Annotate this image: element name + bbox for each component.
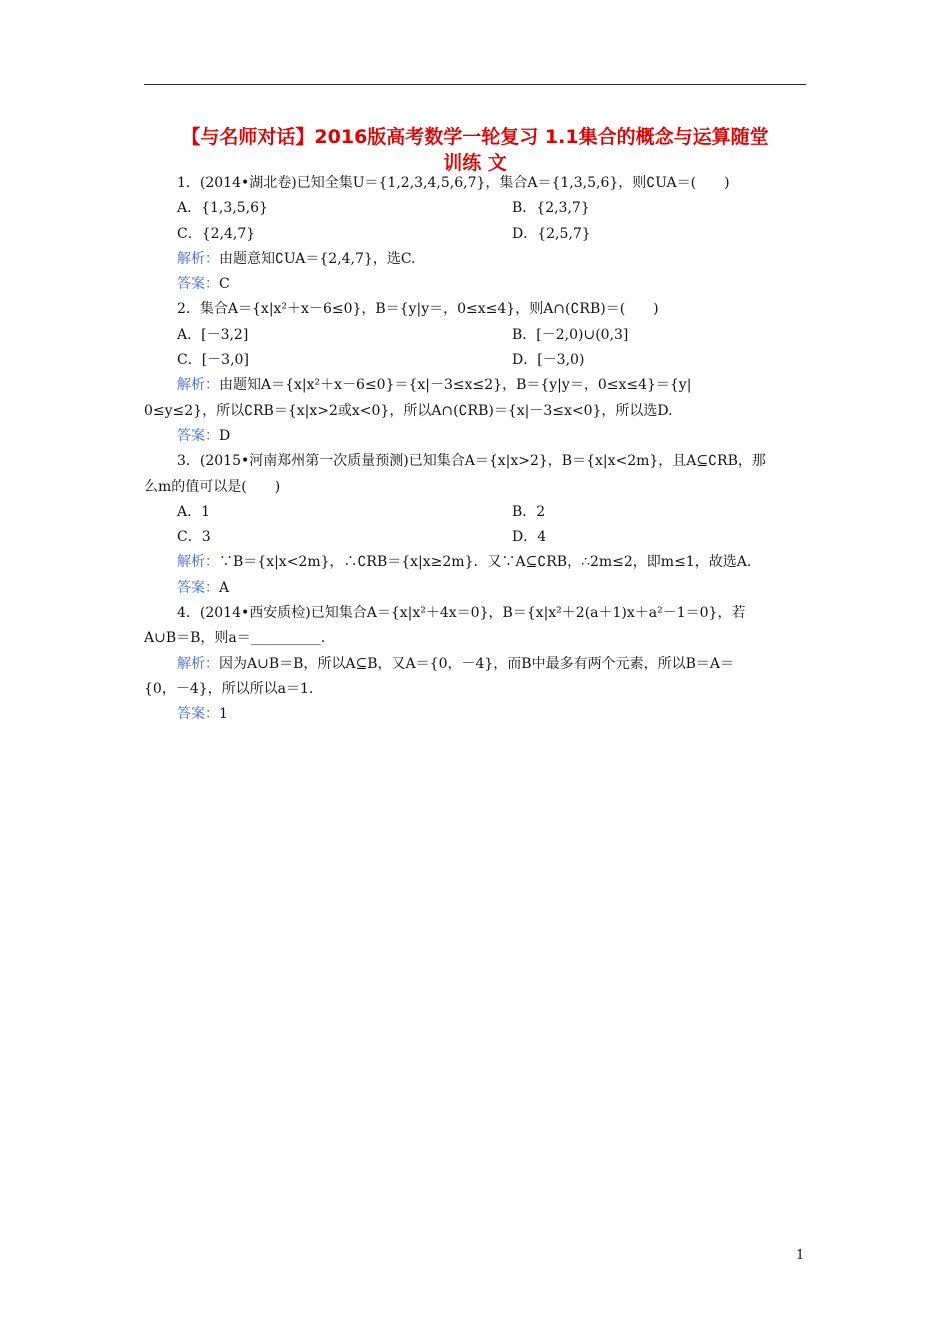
- q3-analysis-text: ∵B＝{x|x<2m}，∴∁RB＝{x|x≥2m}．又∵A⊆∁RB，∴2m≤2，即m≤1，故选A.: [219, 554, 752, 571]
- q4-analysis: [144, 652, 806, 677]
- q2-option-a: A．[－3,2]: [177, 326, 249, 343]
- q3-analysis: [144, 550, 806, 575]
- q1-answer: [144, 272, 806, 297]
- q2-answer: [144, 424, 806, 449]
- answer-label: 答案：: [177, 276, 219, 293]
- q1-options-row-2: [144, 222, 806, 247]
- q2-options-row-2: [144, 348, 806, 373]
- q2-analysis-cont: 0≤y≤2}，所以∁RB＝{x|x>2或x<0}，所以A∩(∁RB)＝{x|－3≤x<0}，所以选D.: [144, 402, 673, 419]
- q1-analysis-text: 由题意知∁UA＝{2,4,7}，选C.: [219, 250, 416, 267]
- q2-analysis: [144, 373, 806, 398]
- q1-option-c: C．{2,4,7}: [177, 225, 256, 242]
- q3-options-row-2: [144, 525, 806, 550]
- answer-label: 答案：: [177, 706, 219, 723]
- q3-options-row-1: [144, 500, 806, 525]
- q3-answer: [144, 576, 806, 601]
- analysis-label: 解析：: [177, 655, 219, 672]
- q3-option-a: A．1: [177, 503, 211, 520]
- q3-option-d: D．4: [512, 529, 547, 546]
- title-line-2: 训练 文: [443, 152, 507, 174]
- q3-option-b: B．2: [512, 503, 546, 520]
- q2-option-d: D．[－3,0): [512, 352, 585, 369]
- analysis-label: 解析：: [177, 554, 219, 571]
- q2-option-b: B．[－2,0)∪(0,3]: [512, 326, 629, 343]
- q2-option-c: C．[－3,0]: [177, 352, 249, 369]
- q3-stem: 3．(2015•河南郑州第一次质量预测)已知集合A＝{x|x>2}，B＝{x|x<2m}，且A⊆∁RB，那: [177, 453, 766, 470]
- q3-stem-cont: 么m的值可以是( ): [144, 478, 281, 495]
- q1-answer-text: C: [219, 276, 230, 293]
- q1-options-row-1: [144, 196, 806, 221]
- q4-analysis-cont: {0，－4}，所以所以a＝1.: [144, 680, 314, 697]
- q4-stem-cont: A∪B＝B，则a＝__________.: [144, 630, 326, 647]
- q1-stem: 1．(2014•湖北卷)已知全集U＝{1,2,3,4,5,6,7}，集合A＝{1,3,5,6}，则∁UA＝( ): [177, 175, 730, 191]
- question-list: [144, 171, 806, 728]
- analysis-label: 解析：: [177, 250, 219, 267]
- q2-analysis-text-1: 由题知A＝{x|x²＋x－6≤0}＝{x|－3≤x≤2}，B＝{y|y＝，0≤x≤4}＝{y|: [219, 377, 692, 394]
- q2-stem: 2．集合A＝{x|x²＋x－6≤0}，B＝{y|y＝，0≤x≤4}，则A∩(∁RB)＝( ): [177, 301, 659, 318]
- page-number: 1: [796, 1248, 805, 1263]
- title-line-1: 【与名师对话】2016版高考数学一轮复习 1.1集合的概念与运算随堂: [181, 126, 769, 148]
- q4-answer: [144, 702, 806, 727]
- q4-stem: 4．(2014•西安质检)已知集合A＝{x|x²＋4x＝0}，B＝{x|x²＋2(a＋1)x＋a²－1＝0}，若: [177, 605, 746, 622]
- document-title: [144, 124, 806, 176]
- answer-label: 答案：: [177, 427, 219, 444]
- q2-answer-text: D: [219, 427, 231, 444]
- answer-label: 答案：: [177, 579, 219, 596]
- q3-answer-text: A: [219, 579, 230, 596]
- q2-options-row-1: [144, 323, 806, 348]
- q1-option-d: D．{2,5,7}: [512, 225, 591, 242]
- analysis-label: 解析：: [177, 377, 219, 394]
- q3-option-c: C．3: [177, 529, 211, 546]
- q1-analysis: [144, 247, 806, 272]
- q4-analysis-text-1: 因为A∪B＝B，所以A⊆B，又A＝{0，－4}，而B中最多有两个元素，所以B＝A＝: [219, 655, 734, 672]
- q1-option-b: B．{2,3,7}: [512, 200, 590, 217]
- header-rule: [144, 84, 806, 85]
- q4-answer-text: 1: [219, 706, 228, 723]
- q1-option-a: A．{1,3,5,6}: [177, 200, 268, 217]
